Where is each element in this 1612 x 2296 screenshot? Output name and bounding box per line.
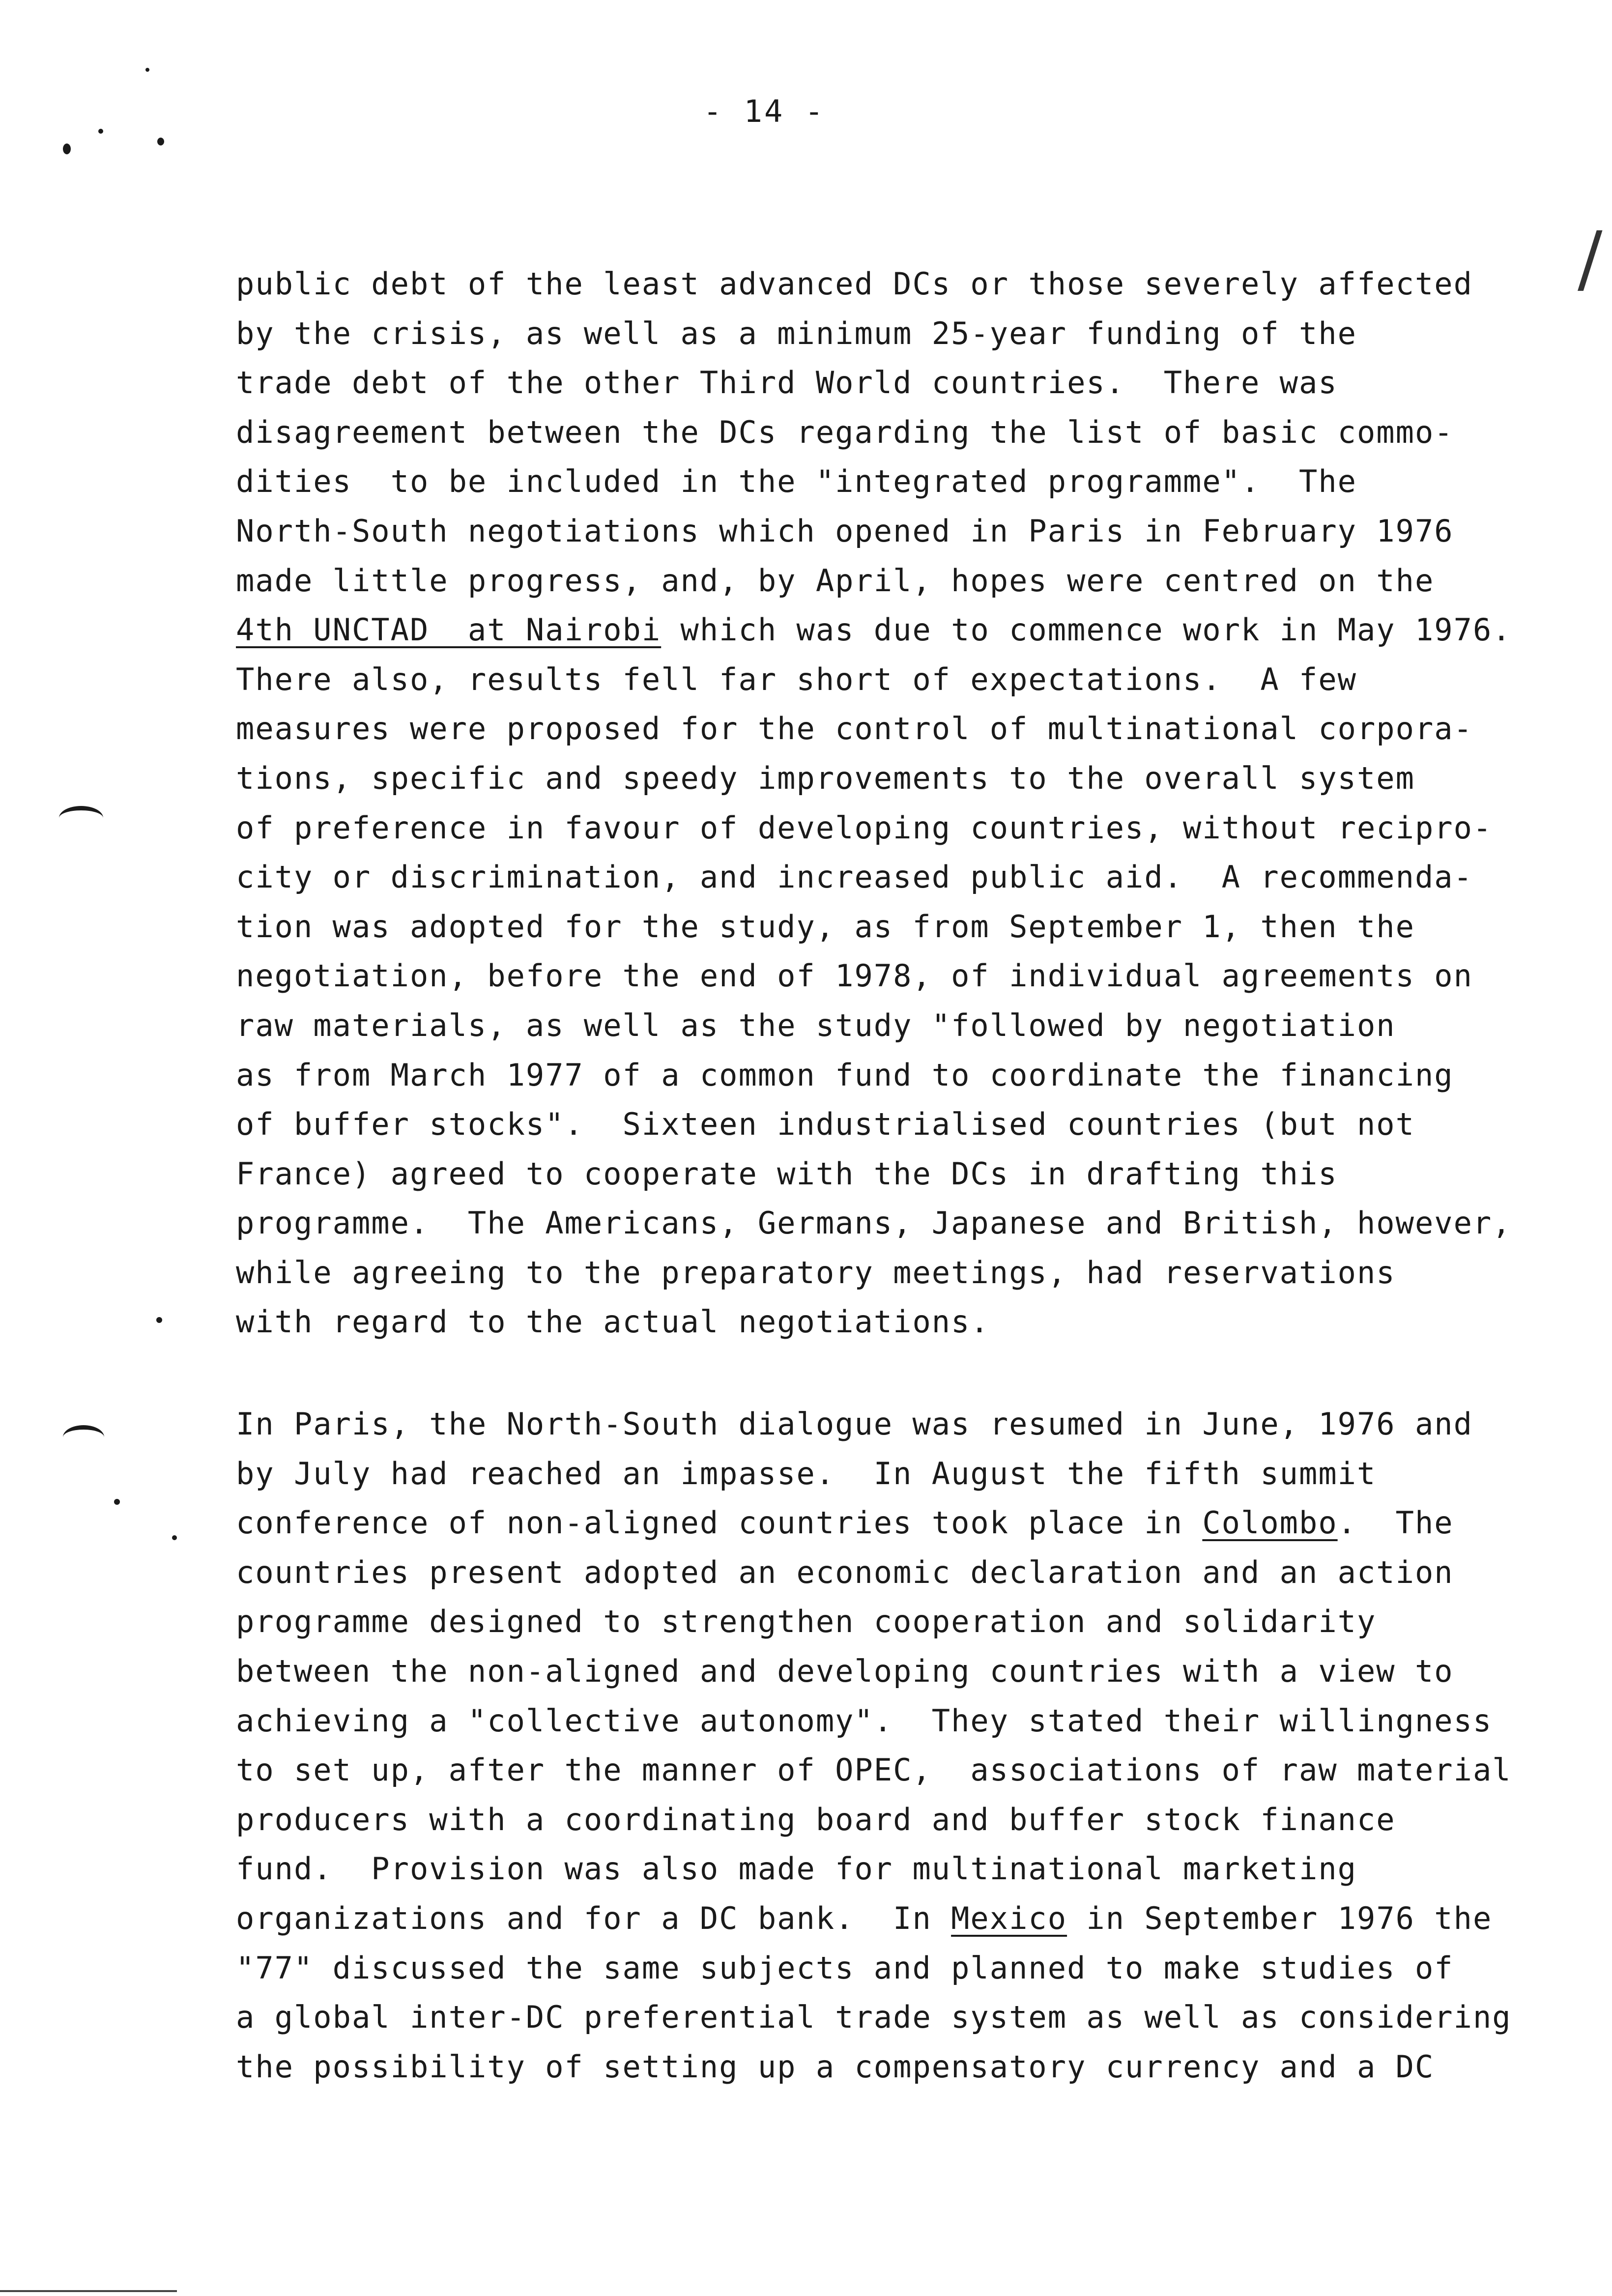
scan-speck	[172, 1535, 177, 1540]
text-line: conference of non-aligned countries took place in Colombo. The	[236, 1505, 1454, 1541]
text-line: "77" discussed the same subjects and planned to make studies of	[236, 1950, 1454, 1986]
text-line: tions, specific and speedy improvements to the overall system	[236, 760, 1415, 796]
text-line: There also, results fell far short of expectations. A few	[236, 661, 1357, 697]
text-line: dities to be included in the "integrated programme". The	[236, 463, 1357, 500]
underlined-place-colombo: Colombo	[1202, 1505, 1338, 1541]
text-line: made little progress, and, by April, hopes were centred on the	[236, 562, 1435, 599]
text-line: France) agreed to cooperate with the DCs in drafting this	[236, 1155, 1338, 1192]
scan-speck	[156, 1317, 162, 1323]
text-line: In Paris, the North-South dialogue was resumed in June, 1976 and	[236, 1406, 1473, 1442]
text-line: disagreement between the DCs regarding the list of basic commo-	[236, 414, 1454, 450]
text-line: by the crisis, as well as a minimum 25-year funding of the	[236, 315, 1357, 351]
text-line: North-South negotiations which opened in Paris in February 1976	[236, 513, 1454, 549]
text-line: measures were proposed for the control of multinational corpora-	[236, 711, 1473, 747]
text-line: programme. The Americans, Germans, Japanese and British, however,	[236, 1205, 1512, 1241]
scan-speck	[63, 144, 71, 154]
text-line: tion was adopted for the study, as from September 1, then the	[236, 908, 1415, 945]
text-line: countries present adopted an economic declaration and an action	[236, 1554, 1454, 1590]
margin-stroke-icon: /	[1578, 216, 1603, 302]
text-line: to set up, after the manner of OPEC, associations of raw material	[236, 1752, 1512, 1788]
scan-speck	[98, 129, 103, 134]
text-line: of buffer stocks". Sixteen industrialised countries (but not	[236, 1106, 1415, 1143]
text-line: producers with a coordinating board and buffer stock finance	[236, 1801, 1396, 1837]
text-line: city or discrimination, and increased public aid. A recommenda-	[236, 859, 1473, 895]
text-line: raw materials, as well as the study "followed by negotiation	[236, 1007, 1396, 1043]
paragraph-1	[236, 259, 1573, 1347]
margin-mark	[59, 806, 103, 830]
text-line: negotiation, before the end of 1978, of individual agreements on	[236, 958, 1473, 994]
text-line: programme designed to strengthen cooperation and solidarity	[236, 1604, 1377, 1640]
page-number: - 14 -	[703, 93, 825, 129]
text-line: achieving a "collective autonomy". They stated their willingness	[236, 1702, 1493, 1739]
text-line: of preference in favour of developing countries, without recipro-	[236, 809, 1493, 846]
text-line: between the non-aligned and developing countries with a view to	[236, 1653, 1454, 1689]
text-line: fund. Provision was also made for multinational marketing	[236, 1851, 1357, 1887]
text-line: while agreeing to the preparatory meetings, had reservations	[236, 1254, 1396, 1291]
text-line: public debt of the least advanced DCs or those severely affected	[236, 266, 1473, 302]
scan-speck	[157, 138, 164, 145]
scan-speck	[114, 1499, 120, 1505]
text-line: 4th UNCTAD at Nairobi which was due to commence work in May 1976.	[236, 612, 1512, 648]
bottom-rule	[0, 2290, 177, 2292]
text-line: trade debt of the other Third World countries. There was	[236, 365, 1338, 401]
margin-mark	[63, 1425, 104, 1449]
text-line: with regard to the actual negotiations.	[236, 1304, 990, 1340]
text-line: by July had reached an impasse. In August the fifth summit	[236, 1455, 1377, 1492]
paragraph-2	[236, 1400, 1573, 2092]
scan-speck	[145, 68, 149, 72]
text-line: organizations and for a DC bank. In Mexico in September 1976 the	[236, 1900, 1493, 1936]
text-line: a global inter-DC preferential trade system as well as considering	[236, 1999, 1512, 2036]
underlined-place-unctad-nairobi: 4th UNCTAD at Nairobi	[236, 612, 662, 648]
underlined-place-mexico: Mexico	[951, 1900, 1067, 1936]
text-line: the possibility of setting up a compensatory currency and a DC	[236, 2048, 1435, 2085]
text-line: as from March 1977 of a common fund to coordinate the financing	[236, 1057, 1454, 1093]
